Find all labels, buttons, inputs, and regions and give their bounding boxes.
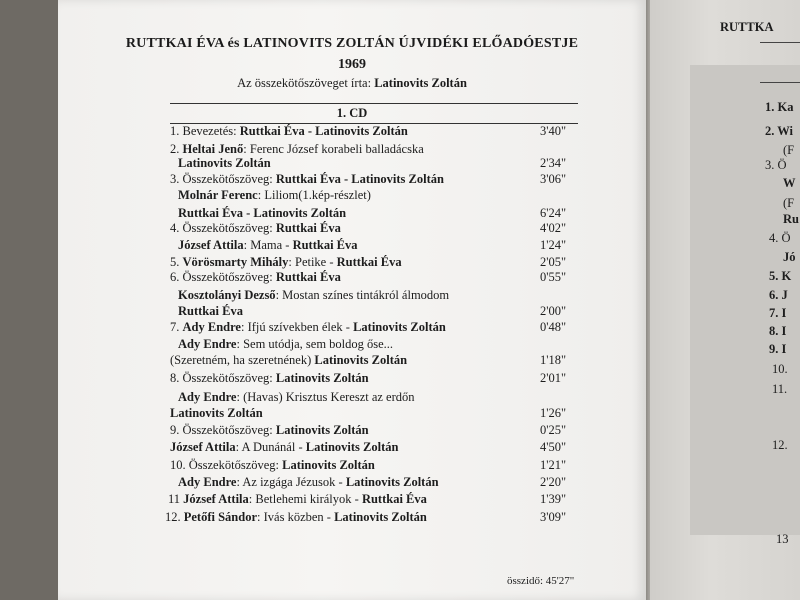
performer-or-author-text: József Attila <box>183 492 249 506</box>
performer-or-author-text: Molnár Ferenc <box>178 188 258 202</box>
track-text: : A Dunánál - <box>235 440 306 454</box>
track-line <box>170 353 407 368</box>
track-text: : Sem utódja, sem boldog őse... <box>236 337 394 351</box>
credit-name: Latinovits Zoltán <box>374 76 467 90</box>
track-text: 7. <box>170 320 183 334</box>
track-line <box>170 221 341 236</box>
track-duration: 6'24" <box>540 206 567 220</box>
performer-or-author-text: Latinovits Zoltán <box>275 371 369 385</box>
track-line <box>170 320 446 335</box>
performer-or-author-text: Kosztolányi Dezső <box>178 288 276 302</box>
track-text: 12. <box>165 510 184 524</box>
track-text: : (Havas) Krisztus Kereszt az erdőn <box>236 390 415 404</box>
track-line <box>178 390 415 405</box>
track-line <box>170 371 369 386</box>
track-text: (Szeretném, ha szeretnének) <box>170 353 315 367</box>
track-duration: 2'05" <box>540 255 567 269</box>
track-text: : Ferenc József korabeli balladácska <box>243 142 424 156</box>
track-duration: 0'55" <box>540 270 567 284</box>
track-text: : Betlehemi királyok - <box>248 492 362 506</box>
track-duration: 4'50" <box>540 440 567 454</box>
track-text: 1. Bevezetés: <box>170 124 240 138</box>
performer-or-author-text: Ady Endre <box>178 475 237 489</box>
track-text: : Az izgága Jézusok - <box>236 475 346 489</box>
right-page-fragment: 9. I <box>769 342 787 356</box>
track-line <box>170 423 369 438</box>
track-line <box>170 142 424 157</box>
right-page-fragment: 7. I <box>769 306 787 320</box>
track-text: 10. Összekötőszöveg: <box>170 458 283 472</box>
performer-or-author-text: József Attila <box>178 238 244 252</box>
performer-or-author-text: Ady Endre <box>178 337 237 351</box>
right-page-fragment: 10. <box>772 362 788 376</box>
track-duration: 4'02" <box>540 221 567 235</box>
track-line <box>170 458 375 473</box>
track-duration: 1'21" <box>540 458 567 472</box>
right-page-rule-bottom <box>760 82 800 83</box>
track-text: 11 <box>168 492 184 506</box>
track-text: 3. Összekötőszöveg: <box>170 172 276 186</box>
track-line <box>178 238 358 253</box>
track-line <box>165 510 427 525</box>
track-duration: 1'39" <box>540 492 567 506</box>
track-duration: 2'00" <box>540 304 567 318</box>
right-page-fragment: Jó <box>783 250 796 264</box>
track-line <box>170 172 444 187</box>
track-line <box>170 255 402 270</box>
performer-or-author-text: Ruttkai Éva <box>336 255 402 269</box>
booklet-year: 1969 <box>338 57 366 72</box>
disc-label: 1. CD <box>336 106 368 120</box>
disc-rule-top <box>170 103 578 104</box>
track-text: 8. Összekötőszöveg: <box>170 371 276 385</box>
right-page-rule-top <box>760 42 800 43</box>
track-text: 4. Összekötőszöveg: <box>170 221 276 235</box>
performer-or-author-text: Ady Endre <box>182 320 241 334</box>
track-line <box>178 304 243 319</box>
track-duration: 0'25" <box>540 423 567 437</box>
performer-or-author-text: Ruttkai Éva - Latinovits Zoltán <box>239 124 408 138</box>
track-duration: 2'20" <box>540 475 567 489</box>
right-page-fragment: W <box>783 176 796 190</box>
performer-or-author-text: Latinovits Zoltán <box>282 458 375 472</box>
right-page-fragment: 13 <box>776 532 789 546</box>
track-duration: 3'06" <box>540 172 567 186</box>
track-text: : Mostan színes tintákról álmodom <box>275 288 450 302</box>
track-duration: 1'18" <box>540 353 567 367</box>
right-page-fragment: 5. K <box>769 269 792 283</box>
right-page-fragment: Ru <box>783 212 799 226</box>
right-page-fragment: 8. I <box>769 324 787 338</box>
performer-or-author-text: Latinovits Zoltán <box>170 406 263 420</box>
track-text: 5. <box>170 255 183 269</box>
right-page-fragment: 11. <box>772 382 788 396</box>
performer-or-author-text: József Attila <box>170 440 236 454</box>
performer-or-author-text: Latinovits Zoltán <box>314 353 408 367</box>
performer-or-author-text: Ruttkai Éva <box>275 270 341 284</box>
track-line <box>178 188 371 203</box>
performer-or-author-text: Latinovits Zoltán <box>353 320 446 334</box>
performer-or-author-text: Ruttkai Éva - Latinovits Zoltán <box>178 206 347 220</box>
track-text: : Mama - <box>243 238 293 252</box>
track-duration: 0'48" <box>540 320 567 334</box>
right-page-fragment: 4. Ö <box>769 231 791 245</box>
track-line <box>170 440 398 455</box>
performer-or-author-text: Ruttkai Éva <box>275 221 341 235</box>
track-line <box>178 206 346 221</box>
track-duration: 1'24" <box>540 238 567 252</box>
track-text: : Liliom(1.kép-részlet) <box>257 188 371 202</box>
track-text: 9. Összekötőszöveg: <box>170 423 276 437</box>
track-text: : Petike - <box>288 255 337 269</box>
performer-or-author-text: Ruttkai Éva <box>292 238 358 252</box>
track-text: 6. Összekötőszöveg: <box>170 270 276 284</box>
track-line <box>168 492 427 507</box>
track-line <box>178 475 439 490</box>
right-page-fragment: 6. J <box>769 288 788 302</box>
right-page-header: RUTTKA <box>720 20 774 34</box>
track-text: : Ivás közben - <box>257 510 335 524</box>
performer-or-author-text: Heltai Jenő <box>182 142 244 156</box>
track-duration: 1'26" <box>540 406 567 420</box>
performer-or-author-text: Latinovits Zoltán <box>275 423 369 437</box>
performer-or-author-text: Ruttkai Éva <box>178 304 243 318</box>
track-text: : Ifjú szívekben élek - <box>240 320 354 334</box>
track-line <box>178 156 271 171</box>
performer-or-author-text: Ruttkai Éva - Latinovits Zoltán <box>275 172 444 186</box>
track-line <box>170 270 341 285</box>
performer-or-author-text: Latinovits Zoltán <box>345 475 439 489</box>
right-page-fragment: (F <box>783 143 795 157</box>
performer-or-author-text: Latinovits Zoltán <box>178 156 271 170</box>
right-page-fragment: 12. <box>772 438 788 452</box>
credit-prefix: Az összekötőszöveget írta: <box>237 76 372 90</box>
track-duration: 3'09" <box>540 510 567 524</box>
booklet-title: RUTTKAI ÉVA és LATINOVITS ZOLTÁN ÚJVIDÉKI ELŐADÓESTJE <box>125 36 579 51</box>
performer-or-author-text: Ady Endre <box>178 390 237 404</box>
booklet-credit <box>58 76 646 91</box>
track-text: 2. <box>170 142 183 156</box>
right-page-fragment: 2. Wi <box>765 124 794 138</box>
performer-or-author-text: Vörösmarty Mihály <box>182 255 289 269</box>
track-line <box>178 337 393 352</box>
right-page-fragment: 1. Ka <box>765 100 794 114</box>
right-page-fragment: (F <box>783 196 795 210</box>
track-line <box>170 124 408 139</box>
total-time: összidő: 45'27" <box>507 575 575 587</box>
performer-or-author-text: Petőfi Sándor <box>183 510 258 524</box>
track-duration: 2'34" <box>540 156 567 170</box>
right-page-fragment: 3. Ö <box>765 158 787 172</box>
track-duration: 2'01" <box>540 371 567 385</box>
performer-or-author-text: Latinovits Zoltán <box>305 440 399 454</box>
track-line <box>178 288 449 303</box>
performer-or-author-text: Latinovits Zoltán <box>334 510 427 524</box>
track-duration: 3'40" <box>540 124 567 138</box>
performer-or-author-text: Ruttkai Éva <box>361 492 427 506</box>
track-line <box>170 406 263 421</box>
